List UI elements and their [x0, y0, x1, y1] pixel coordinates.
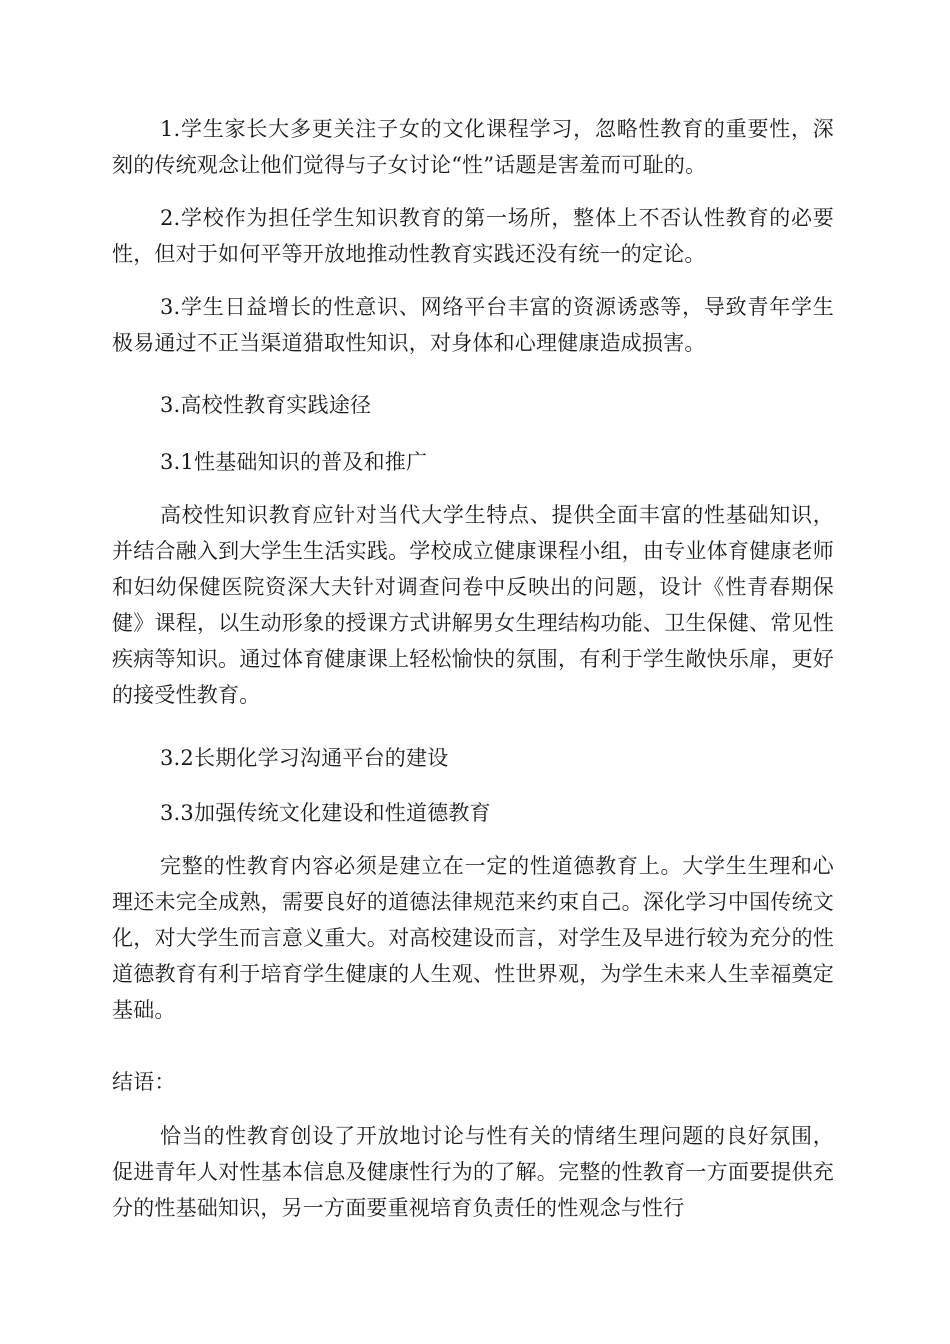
paragraph-conclusion: 恰当的性教育创设了开放地讨论与性有关的情绪生理问题的良好氛围，促进青年人对性基本信息及健康性行为的了解。完整的性教育一方面要提供充分的性基础知识，另一方面要重视培育负责任的性观念与性行 [112, 1124, 834, 1220]
paragraph-student-awareness: 3.学生日益增长的性意识、网络平台丰富的资源诱惑等，导致青年学生极易通过不正当渠道猎取性知识，对身体和心理健康造成损害。 [112, 295, 834, 355]
conclusion-heading: 结语： [112, 1070, 176, 1094]
subsection-heading-3-3: 3.3加强传统文化建设和性道德教育 [160, 801, 491, 825]
subsection-heading-3-2: 3.2长期化学习沟通平台的建设 [160, 746, 449, 770]
paragraph-school-role: 2.学校作为担任学生知识教育的第一场所，整体上不否认性教育的必要性，但对于如何平等开放地推动性教育实践还没有统一的定论。 [112, 206, 834, 266]
section-heading-3: 3.高校性教育实践途径 [160, 393, 372, 417]
subsection-heading-3-1: 3.1性基础知识的普及和推广 [160, 450, 428, 474]
paragraph-parent-attitude: 1.学生家长大多更关注子女的文化课程学习，忽略性教育的重要性，深刻的传统观念让他们觉得与子女讨论“性”话题是害羞而可耻的。 [112, 117, 834, 177]
paragraph-moral-education: 完整的性教育内容必须是建立在一定的性道德教育上。大学生生理和心理还未完全成熟，需要良好的道德法律规范来约束自己。深化学习中国传统文化，对大学生而言意义重大。对高校建设而言，对学生及早进行较为充分的性道德教育有利于培育学生健康的人生观、性世界观，为学生未来人生幸福奠定基础。 [112, 854, 834, 1022]
paragraph-knowledge-promotion: 高校性知识教育应针对当代大学生特点、提供全面丰富的性基础知识，并结合融入到大学生生活实践。学校成立健康课程小组，由专业体育健康老师和妇幼保健医院资深大夫针对调查问卷中反映出的问题，设计《性青春期保健》课程，以生动形象的授课方式讲解男女生理结构功能、卫生保健、常见性疾病等知识。通过体育健康课上轻松愉快的氛围，有利于学生敞快乐扉，更好的接受性教育。 [112, 503, 834, 707]
